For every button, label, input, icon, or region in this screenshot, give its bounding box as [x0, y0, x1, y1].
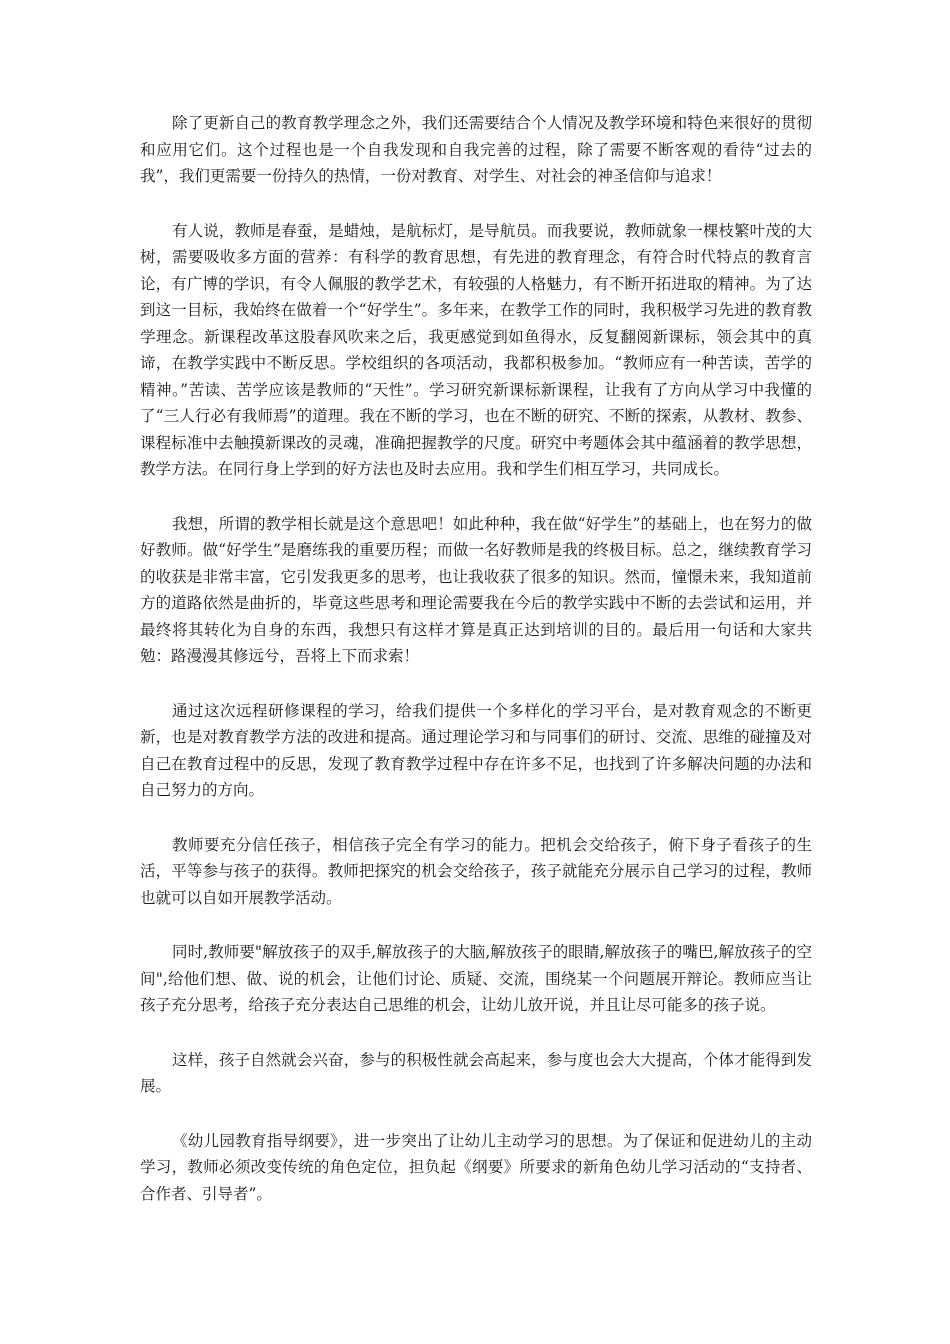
paragraph-2: 有人说，教师是春蚕，是蜡烛，是航标灯，是导航员。而我要说，教师就象一棵枝繁叶茂的大树，需要吸收多方面的营养：有科学的教育思想，有先进的教育理念，有符合时代特点的教育言论，有广博的学识，有令人佩服的教学艺术，有较强的人格魅力，有不断开拓进取的精神。为了达到这一目标，我始终在做着一个“好学生”。多年来，在教学工作的同时，我积极学习先进的教育教学理念。新课程改革这股春风吹来之后，我更感觉到如鱼得水，反复翻阅新课标，领会其中的真谛，在教学实践中不断反思。学校组织的各项活动，我都积极参加。“教师应有一种苦读，苦学的精神。”苦读、苦学应该是教师的“天性”。学习研究新课标新课程，让我有了方向从学习中我懂的了“三人行必有我师焉”的道理。我在不断的学习，也在不断的研究、不断的探索，从教材、教参、课程标准中去触摸新课改的灵魂，准确把握教学的尺度。研究中考题体会其中蕴涵着的教学思想，教学方法。在同行身上学到的好方法也及时去应用。我和学生们相互学习，共同成长。 [140, 221, 812, 478]
paragraph-8: 《幼儿园教育指导纲要》，进一步突出了让幼儿主动学习的思想。为了保证和促进幼儿的主动学习，教师必须改变传统的角色定位，担负起《纲要》所要求的新角色幼儿学习活动的“支持者、合作者、引导者”。 [140, 1131, 812, 1203]
document-body [140, 110, 812, 1235]
paragraph-6: 同时,教师要"解放孩子的双手,解放孩子的大脑,解放孩子的眼睛,解放孩子的嘴巴,解放孩子的空间",给他们想、做、说的机会，让他们讨论、质疑、交流，围绕某一个问题展开辩论。教师应当让孩子充分思考，给孩子充分表达自己思维的机会，让幼儿放开说，并且让尽可能多的孩子说。 [140, 943, 812, 1014]
paragraph-7: 这样，孩子自然就会兴奋，参与的积极性就会高起来，参与度也会大大提高，个体才能得到发展。 [140, 1050, 812, 1095]
paragraph-4: 通过这次远程研修课程的学习，给我们提供一个多样化的学习平台，是对教育观念的不断更新，也是对教育教学方法的改进和提高。通过理论学习和与同事们的研讨、交流、思维的碰撞及对自己在教育过程中的反思，发现了教育教学过程中存在许多不足，也找到了许多解决问题的办法和自己努力的方向。 [140, 701, 812, 799]
paragraph-3: 我想，所谓的教学相长就是这个意思吧！如此种种，我在做“好学生”的基础上，也在努力的做好教师。做“好学生”是磨练我的重要历程；而做一名好教师是我的终极目标。总之，继续教育学习的收获是非常丰富，它引发我更多的思考，也让我收获了很多的知识。然而，憧憬未来，我知道前方的道路依然是曲折的，毕竟这些思考和理论需要我在今后的教学实践中不断的去尝试和运用，并最终将其转化为自身的东西，我想只有这样才算是真正达到培训的目的。最后用一句话和大家共勉：路漫漫其修远兮，吾将上下而求索！ [140, 514, 812, 665]
paragraph-5: 教师要充分信任孩子，相信孩子完全有学习的能力。把机会交给孩子，俯下身子看孩子的生活，平等参与孩子的获得。教师把探究的机会交给孩子，孩子就能充分展示自己学习的过程，教师也就可以自如开展教学活动。 [140, 835, 812, 907]
paragraph-1: 除了更新自己的教育教学理念之外，我们还需要结合个人情况及教学环境和特色来很好的贯彻和应用它们。这个过程也是一个自我发现和自我完善的过程，除了需要不断客观的看待“过去的我”，我们更需要一份持久的热情，一份对教育、对学生、对社会的神圣信仰与追求！ [140, 114, 812, 185]
